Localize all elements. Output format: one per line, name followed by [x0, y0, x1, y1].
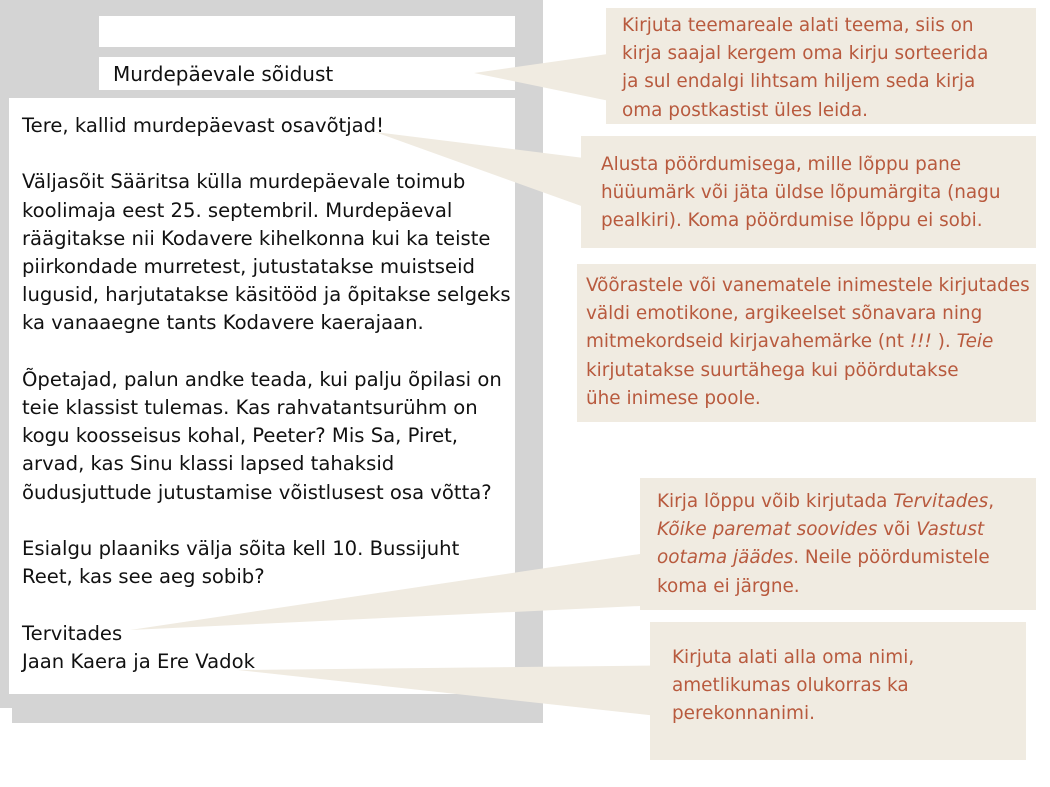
note-line: kirjutatakse suurtähega kui pöördutakse: [586, 359, 959, 381]
note-fragment: Kirja lõppu võib kirjutada: [657, 491, 894, 512]
body-line: Esialgu plaaniks välja sõita kell 10. Bussijuht: [22, 537, 460, 560]
note-closing: [640, 478, 1036, 610]
body-line: arvad, kas Sinu klassi lapsed tahaksid: [22, 452, 395, 476]
body-line: Reet, kas see aeg sobib?: [22, 565, 265, 589]
note-line: [657, 544, 1036, 572]
body-line: õudusjuttude jutustamise võistlusest osa võtta?: [22, 480, 492, 504]
body-line: ka vanaaegne tants Kodavere kaerajaan.: [22, 311, 424, 335]
note-line: Kirjuta teemareale alati teema, siis on: [622, 15, 974, 36]
note-fragment-italic: Tervitades: [893, 491, 989, 512]
note-signature: [650, 622, 1026, 760]
body-paragraph-2: [22, 366, 512, 507]
note-fragment: või: [877, 519, 917, 541]
note-line: koma ei järgne.: [657, 575, 800, 597]
note-greeting: [581, 136, 1036, 248]
note-line: ametlikumas olukorras ka: [672, 675, 909, 697]
note-line: perekonnanimi.: [672, 703, 815, 725]
body-paragraph-3: [22, 535, 512, 591]
note-line: [586, 328, 1036, 356]
note-fragment: . Neile pöördumistele: [793, 547, 990, 569]
body-line: kogu koosseisus kohal, Peeter? Mis Sa, Piret,: [22, 424, 459, 448]
note-fragment-italic: Teie: [956, 331, 994, 353]
note-fragment-italic: Kõike paremat soovides: [657, 519, 878, 541]
note-fragment: mitmekordseid kirjavahemärke (nt: [586, 331, 910, 353]
body-paragraph-1: [22, 168, 512, 337]
note-line: kirja saajal kergem oma kirju sorteerida: [622, 43, 989, 65]
note-fragment: ,: [988, 491, 995, 512]
note-line: oma postkastist üles leida.: [622, 99, 868, 121]
note-line: väldi emotikone, argikeelset sõnavara ning: [586, 303, 983, 325]
body-line: lugusid, harjutatakse käsitööd ja õpitakse selgeks: [22, 283, 511, 307]
greeting-line: Tere, kallid murdepäevast osavõtjad!: [22, 114, 384, 137]
subject-value: Murdepäevale sõidust: [113, 62, 334, 86]
note-line: ja sul endalgi lihtsam hiljem seda kirja: [622, 71, 976, 93]
body-line: Õpetajad, palun andke teada, kui palju õpilasi on: [22, 367, 502, 391]
body-line: räägitakse nii Kodavere kihelkonna kui ka teiste: [22, 226, 491, 250]
note-line: [657, 488, 1036, 516]
body-line: Väljasõit Sääritsa külla murdepäevale toimub: [22, 170, 466, 194]
note-politeness: [577, 264, 1036, 422]
email-body-text: [22, 112, 512, 676]
closing-block: [22, 620, 512, 676]
note-fragment: ).: [931, 331, 957, 353]
body-line: koolimaja eest 25. septembril. Murdepäeval: [22, 198, 453, 222]
note-fragment-italic: Vastust: [916, 519, 985, 541]
note-line: ühe inimese poole.: [586, 387, 761, 409]
signature-line: Jaan Kaera ja Ere Vadok: [22, 649, 255, 673]
note-fragment-italic: ootama jäädes: [657, 547, 794, 569]
closing-line: Tervitades: [22, 621, 123, 645]
note-line: [657, 516, 1036, 544]
note-line: Kirjuta alati alla oma nimi,: [672, 647, 915, 668]
note-fragment-italic: !!!: [909, 331, 932, 353]
note-line: hüüumärk või jäta üldse lõpumärgita (nagu: [601, 182, 1001, 204]
body-line: teie klassist tulemas. Kas rahvatantsurühm on: [22, 396, 478, 419]
note-line: Alusta pöördumisega, mille lõppu pane: [601, 154, 962, 175]
note-line: pealkiri). Koma pöördumise lõppu ei sobi.: [601, 210, 983, 232]
body-line: piirkondade murretest, jutustatakse muistseid: [22, 255, 475, 278]
note-subject: [606, 8, 1036, 124]
note-line: Võõrastele või vanematele inimestele kirjutades: [586, 275, 1030, 296]
